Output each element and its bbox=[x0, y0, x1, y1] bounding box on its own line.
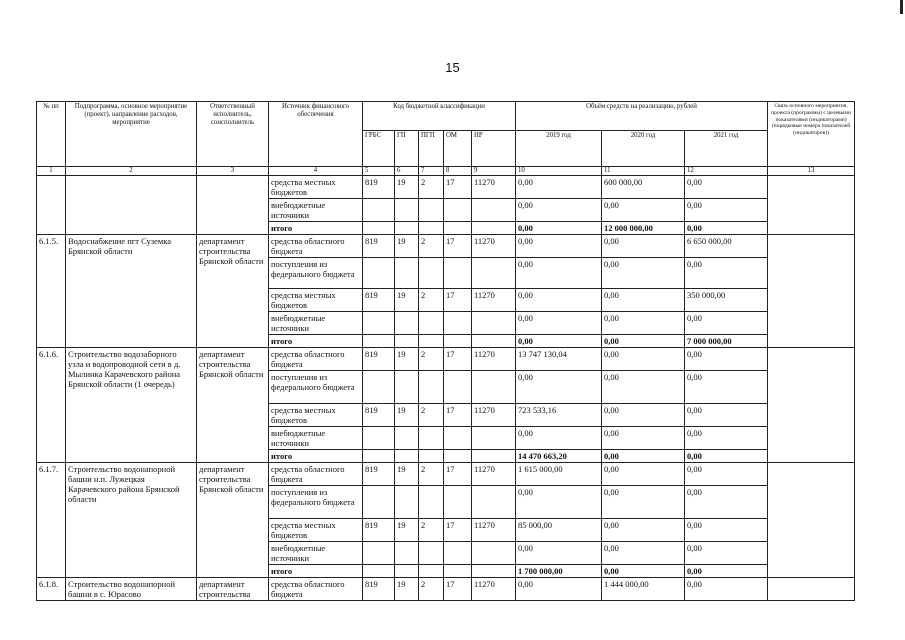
page-number: 15 bbox=[445, 60, 460, 75]
code-om: 17 bbox=[444, 289, 472, 312]
code-gp: 19 bbox=[395, 289, 419, 312]
code-grbs: 819 bbox=[363, 578, 395, 601]
value-2020: 0,00 bbox=[602, 371, 685, 404]
value-2021: 0,00 bbox=[685, 542, 768, 565]
value-2020: 0,00 bbox=[602, 258, 685, 289]
col-number: 9 bbox=[472, 167, 516, 176]
col-number: 7 bbox=[419, 167, 444, 176]
total-2020: 0,00 bbox=[602, 450, 685, 463]
header-source: Источник финансового обеспечения bbox=[269, 102, 363, 167]
value-2020: 1 444 000,00 bbox=[602, 578, 685, 601]
total-2020: 12 000 000,00 bbox=[602, 222, 685, 235]
item-number: 6.1.7. bbox=[37, 463, 66, 578]
col-number: 10 bbox=[516, 167, 602, 176]
value-2020: 0,00 bbox=[602, 235, 685, 258]
value-2021: 0,00 bbox=[685, 463, 768, 486]
total-2019: 0,00 bbox=[516, 335, 602, 348]
code-grbs: 819 bbox=[363, 519, 395, 542]
code-grbs: 819 bbox=[363, 348, 395, 371]
code-gp: 19 bbox=[395, 404, 419, 427]
code-np: 11270 bbox=[472, 463, 516, 486]
code-om: 17 bbox=[444, 519, 472, 542]
code-np: 11270 bbox=[472, 348, 516, 371]
total-2021: 7 000 000,00 bbox=[685, 335, 768, 348]
code-pgp: 2 bbox=[419, 176, 444, 199]
item-responsible-cell bbox=[197, 176, 269, 235]
indicator-link-cell bbox=[768, 578, 855, 601]
value-2020: 600 000,00 bbox=[602, 176, 685, 199]
item-responsible: департамент строительства Брянской области bbox=[197, 348, 269, 463]
code-np: 11270 bbox=[472, 176, 516, 199]
header-2020: 2020 год bbox=[602, 131, 685, 167]
col-number: 4 bbox=[269, 167, 363, 176]
value-2019: 0,00 bbox=[516, 235, 602, 258]
item-name-cell bbox=[66, 176, 197, 235]
source-local: средства местных бюджетов bbox=[269, 289, 363, 312]
total-2021: 0,00 bbox=[685, 565, 768, 578]
value-2021: 0,00 bbox=[685, 348, 768, 371]
col-number: 5 bbox=[363, 167, 395, 176]
item-responsible: департамент строительства Брянской области bbox=[197, 235, 269, 348]
value-2019: 0,00 bbox=[516, 542, 602, 565]
code-pgp: 2 bbox=[419, 348, 444, 371]
total-2020: 0,00 bbox=[602, 335, 685, 348]
value-2019: 723 533,16 bbox=[516, 404, 602, 427]
source-regional: средства областного бюджета bbox=[269, 348, 363, 371]
total-2021: 0,00 bbox=[685, 450, 768, 463]
code-om: 17 bbox=[444, 348, 472, 371]
col-number: 2 bbox=[66, 167, 197, 176]
total-2021: 0,00 bbox=[685, 222, 768, 235]
value-2021: 6 650 000,00 bbox=[685, 235, 768, 258]
header-indicator-link: Связь основного мероприятия, проекта (программы) с целевыми показателями (индикаторами) (порядковые номера показателей (индикаторов)) bbox=[768, 102, 855, 167]
source-federal: поступления из федерального бюджета bbox=[269, 371, 363, 404]
col-number: 11 bbox=[602, 167, 685, 176]
value-2021: 0,00 bbox=[685, 427, 768, 450]
value-2021: 350 000,00 bbox=[685, 289, 768, 312]
value-2021: 0,00 bbox=[685, 199, 768, 222]
source-local: средства местных бюджетов bbox=[269, 519, 363, 542]
total-2019: 0,00 bbox=[516, 222, 602, 235]
value-2020: 0,00 bbox=[602, 289, 685, 312]
value-2019: 0,00 bbox=[516, 289, 602, 312]
code-gp: 19 bbox=[395, 176, 419, 199]
code-grbs: 819 bbox=[363, 235, 395, 258]
item-name: Строительство водонапорной башни в с. Юрасово bbox=[66, 578, 197, 601]
header-om: ОМ bbox=[444, 131, 472, 167]
value-2021: 0,00 bbox=[685, 312, 768, 335]
code-pgp: 2 bbox=[419, 519, 444, 542]
code-grbs: 819 bbox=[363, 404, 395, 427]
source-total: итого bbox=[269, 565, 363, 578]
source-regional: средства областного бюджета bbox=[269, 463, 363, 486]
table-row bbox=[37, 578, 855, 601]
code-om: 17 bbox=[444, 463, 472, 486]
code-np: 11270 bbox=[472, 519, 516, 542]
item-number: 6.1.5. bbox=[37, 235, 66, 348]
code-pgp: 2 bbox=[419, 463, 444, 486]
value-2020: 0,00 bbox=[602, 519, 685, 542]
value-2020: 0,00 bbox=[602, 427, 685, 450]
source-local: средства местных бюджетов bbox=[269, 404, 363, 427]
indicator-link-cell bbox=[768, 463, 855, 578]
header-program: Подпрограмма, основное мероприятие (проект), направление расходов, мероприятие bbox=[66, 102, 197, 167]
table-row bbox=[37, 348, 855, 371]
value-2020: 0,00 bbox=[602, 199, 685, 222]
value-2019: 0,00 bbox=[516, 312, 602, 335]
header-responsible: Ответственный исполнитель, соисполнитель bbox=[197, 102, 269, 167]
item-name: Водоснабжение пгт Суземка Брянской области bbox=[66, 235, 197, 348]
header-2021: 2021 год bbox=[685, 131, 768, 167]
col-number: 13 bbox=[768, 167, 855, 176]
total-2019: 1 700 000,00 bbox=[516, 565, 602, 578]
source-total: итого bbox=[269, 335, 363, 348]
value-2019: 0,00 bbox=[516, 427, 602, 450]
code-grbs: 819 bbox=[363, 463, 395, 486]
header-np: НР bbox=[472, 131, 516, 167]
value-2019: 85 000,00 bbox=[516, 519, 602, 542]
value-2020: 0,00 bbox=[602, 404, 685, 427]
value-2019: 0,00 bbox=[516, 486, 602, 519]
code-gp: 19 bbox=[395, 463, 419, 486]
item-number: 6.1.6. bbox=[37, 348, 66, 463]
budget-table bbox=[36, 101, 855, 601]
col-number: 1 bbox=[37, 167, 66, 176]
value-2020: 0,00 bbox=[602, 312, 685, 335]
table-row bbox=[37, 235, 855, 258]
source-federal: поступления из федерального бюджета bbox=[269, 258, 363, 289]
value-2020: 0,00 bbox=[602, 348, 685, 371]
value-2019: 13 747 130,04 bbox=[516, 348, 602, 371]
source-federal: поступления из федерального бюджета bbox=[269, 486, 363, 519]
value-2021: 0,00 bbox=[685, 519, 768, 542]
code-np: 11270 bbox=[472, 578, 516, 601]
source-extra: внебюджетные источники bbox=[269, 427, 363, 450]
value-2020: 0,00 bbox=[602, 542, 685, 565]
code-np: 11270 bbox=[472, 289, 516, 312]
code-om: 17 bbox=[444, 176, 472, 199]
indicator-link-cell bbox=[768, 348, 855, 463]
value-2020: 0,00 bbox=[602, 463, 685, 486]
header-grbs: ГРБС bbox=[363, 131, 395, 167]
value-2019: 0,00 bbox=[516, 199, 602, 222]
col-number: 8 bbox=[444, 167, 472, 176]
header-pgp: ПГП bbox=[419, 131, 444, 167]
header-number: № пп bbox=[37, 102, 66, 167]
code-gp: 19 bbox=[395, 348, 419, 371]
header-row bbox=[37, 102, 855, 131]
value-2021: 0,00 bbox=[685, 176, 768, 199]
value-2020: 0,00 bbox=[602, 486, 685, 519]
code-om: 17 bbox=[444, 235, 472, 258]
value-2019: 0,00 bbox=[516, 578, 602, 601]
source-total: итого bbox=[269, 450, 363, 463]
code-om: 17 bbox=[444, 404, 472, 427]
table-row bbox=[37, 463, 855, 486]
item-number-cell bbox=[37, 176, 66, 235]
item-number: 6.1.8. bbox=[37, 578, 66, 601]
source-regional: средства областного бюджета bbox=[269, 235, 363, 258]
code-gp: 19 bbox=[395, 578, 419, 601]
indicator-link-cell bbox=[768, 176, 855, 235]
header-2019: 2019 год bbox=[516, 131, 602, 167]
code-np: 11270 bbox=[472, 235, 516, 258]
source-extra: внебюджетные источники bbox=[269, 542, 363, 565]
value-2021: 0,00 bbox=[685, 578, 768, 601]
code-pgp: 2 bbox=[419, 404, 444, 427]
code-gp: 19 bbox=[395, 235, 419, 258]
header-volume: Объём средств на реализацию, рублей bbox=[516, 102, 768, 131]
code-grbs: 819 bbox=[363, 176, 395, 199]
source-total: итого bbox=[269, 222, 363, 235]
value-2021: 0,00 bbox=[685, 371, 768, 404]
source-extra: внебюджетные источники bbox=[269, 312, 363, 335]
value-2019: 0,00 bbox=[516, 176, 602, 199]
code-om: 17 bbox=[444, 578, 472, 601]
code-pgp: 2 bbox=[419, 289, 444, 312]
item-responsible: департамент строительства bbox=[197, 578, 269, 601]
total-2020: 0,00 bbox=[602, 565, 685, 578]
code-pgp: 2 bbox=[419, 235, 444, 258]
indicator-link-cell bbox=[768, 235, 855, 348]
code-gp: 19 bbox=[395, 519, 419, 542]
col-number: 3 bbox=[197, 167, 269, 176]
col-number: 6 bbox=[395, 167, 419, 176]
code-np: 11270 bbox=[472, 404, 516, 427]
col-number: 12 bbox=[685, 167, 768, 176]
item-responsible: департамент строительства Брянской области bbox=[197, 463, 269, 578]
value-2021: 0,00 bbox=[685, 486, 768, 519]
table-row bbox=[37, 176, 855, 199]
value-2021: 0,00 bbox=[685, 258, 768, 289]
source-local: средства местных бюджетов bbox=[269, 176, 363, 199]
value-2019: 0,00 bbox=[516, 371, 602, 404]
code-pgp: 2 bbox=[419, 578, 444, 601]
total-2019: 14 470 663,20 bbox=[516, 450, 602, 463]
value-2021: 0,00 bbox=[685, 404, 768, 427]
source-regional: средства областного бюджета bbox=[269, 578, 363, 601]
column-number-row bbox=[37, 167, 855, 176]
code-grbs: 819 bbox=[363, 289, 395, 312]
source-extra: внебюджетные источники bbox=[269, 199, 363, 222]
value-2019: 0,00 bbox=[516, 258, 602, 289]
header-gp: ГП bbox=[395, 131, 419, 167]
item-name: Строительство водозаборного узла и водопроводной сети в д. Мылинка Карачевского района Брянской области (1 очередь) bbox=[66, 348, 197, 463]
value-2019: 1 615 000,00 bbox=[516, 463, 602, 486]
item-name: Строительство водонапорной башни н.п. Лужецкая Карачевского района Брянской области bbox=[66, 463, 197, 578]
header-budget-code: Код бюджетной классификации bbox=[363, 102, 516, 131]
scan-edge-mark bbox=[900, 0, 903, 14]
